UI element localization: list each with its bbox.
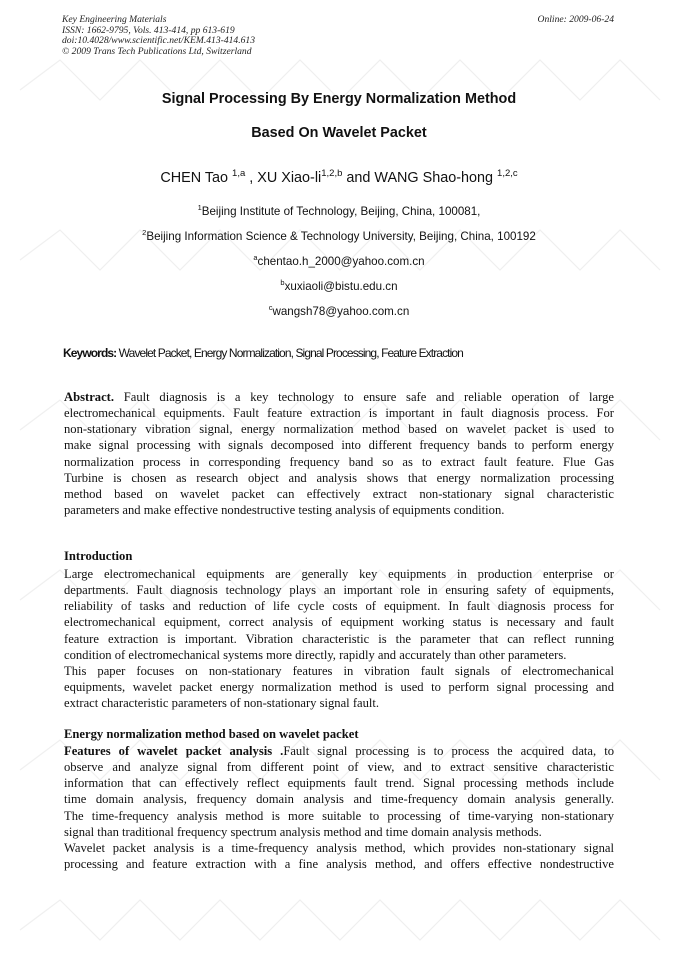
abstract-line: electromechanical equipments. Fault feature extraction is important in fault diagnosis process. For [64,406,614,421]
keywords-text: Wavelet Packet, Energy Normalization, Signal Processing, Feature Extraction [116,346,463,360]
keywords-label: Keywords: [63,346,117,360]
email-link[interactable]: xuxiaoli@bistu.edu.cn [284,280,398,293]
email-mark: a [253,253,258,262]
method-line: Wavelet packet analysis is a time-frequency analysis method, which provides non-stationary signal [64,840,614,855]
author-3-affil: 1,2,c [497,168,518,179]
affiliation-text: Beijing Information Science & Technology University, Beijing, China, 100192 [146,230,536,243]
author-1-affil: 1,a [232,168,246,179]
abstract [64,389,614,518]
abstract-line: Turbine is chosen as research object and analysis shows that energy normalization processing [64,470,614,485]
intro-line: departments. Fault diagnosis technology plays an important role in ensuring safety of equipments, [64,583,614,598]
email-c [0,303,678,318]
intro-line: feature extraction is important. Vibration characteristic is the parameter that can reflect running [64,631,614,646]
abstract-line: parameters and make effective nondestructive testing analysis of equipments condition. [64,502,505,517]
introduction-body [64,566,614,711]
email-link[interactable]: chentao.h_2000@yahoo.com.cn [257,255,425,268]
method-line: signal than traditional frequency spectrum analysis method and time domain analysis methods. [64,824,542,839]
affiliation-text: Beijing Institute of Technology, Beijing, China, 100081, [201,205,481,218]
abstract-label: Abstract. [64,390,115,404]
author-separator: , XU Xiao-li [245,170,322,186]
intro-line: condition of electromechanical systems more directly, rapidly and accurately than other parameters. [64,647,567,662]
method-line: observe and analyze signal from different point of view, and to extract sensitive characteristic [64,760,614,775]
intro-line: equipments, wavelet packet energy normalization method is used to perform signal processing and [64,679,614,694]
email-a [0,253,678,268]
journal-header [62,15,614,57]
method-line: information that can effectively reflect equipments fault trend. Signal processing methods include [64,776,614,791]
method-subheading: Features of wavelet packet analysis . [64,744,284,758]
abstract-line: method based on wavelet packet can effectively extract non-stationary signal characteristic [64,486,614,501]
method-line: time domain analysis, frequency domain analysis and time-frequency domain analysis generally. [64,792,614,807]
abstract-text: Fault diagnosis is a key technology to ensure safe and reliable operation of large [114,390,614,404]
intro-line: Large electromechanical equipments are generally key equipments in production enterprise or [64,567,614,581]
abstract-line: normalization process in corresponding frequency band so as to extract fault feature. Flue Gas [64,454,614,469]
affiliation-1 [0,203,678,218]
journal-issn: ISSN: 1662-9795, Vols. 413-414, pp 613-619 [62,24,235,36]
method-heading: Energy normalization method based on wavelet packet [64,727,359,741]
intro-line: electromechanical equipment, correct analysis of equipment working status is necessary and fault [64,615,614,630]
journal-copyright: © 2009 Trans Tech Publications Ltd, Switzerland [62,45,252,57]
email-link[interactable]: wangsh78@yahoo.com.cn [272,305,410,318]
paper-title-line-1: Signal Processing By Energy Normalization Method [161,91,517,107]
intro-line: This paper focuses on non-stationary features in vibration fault signals of electromechanical [64,663,614,678]
author-1: CHEN Tao [160,170,233,186]
email-b [0,278,678,293]
email-mark: c [268,303,273,312]
journal-name: Key Engineering Materials [62,14,167,25]
keywords [63,346,463,360]
author-2-affil: 1,2,b [321,168,343,179]
online-date: Online: 2009-06-24 [537,14,614,25]
abstract-line [64,389,614,405]
affiliation-2 [0,228,678,243]
introduction-heading: Introduction [64,549,133,563]
intro-line: extract characteristic parameters of non-stationary signal fault. [64,696,380,711]
method-text: Fault signal processing is to process the acquired data, to [283,744,614,758]
affiliation-mark: 2 [142,228,147,237]
method-body [64,743,614,872]
author-list [0,168,678,186]
author-and: and WANG Shao-hong [342,170,498,186]
affiliation-mark: 1 [197,203,202,212]
journal-doi: doi:10.4028/www.scientific.net/KEM.413-414.613 [62,35,256,47]
method-line: The time-frequency analysis method is more suitable to processing of time-varying non-stationary [64,808,614,823]
email-mark: b [280,278,285,287]
method-line: processing and feature extraction with a fine analysis method, and offers effective nondestructive [64,856,614,871]
abstract-line: make signal processing with signals decomposed into different frequency bands to perform energy [64,438,614,453]
method-line [64,743,614,759]
abstract-line: non-stationary vibration signal, energy normalization method based on wavelet packet is used to [64,422,614,437]
paper-title-line-2: Based On Wavelet Packet [251,125,427,141]
intro-line: reliability of tasks and reduction of life cycle costs of equipment. In fault diagnosis process for [64,599,614,614]
